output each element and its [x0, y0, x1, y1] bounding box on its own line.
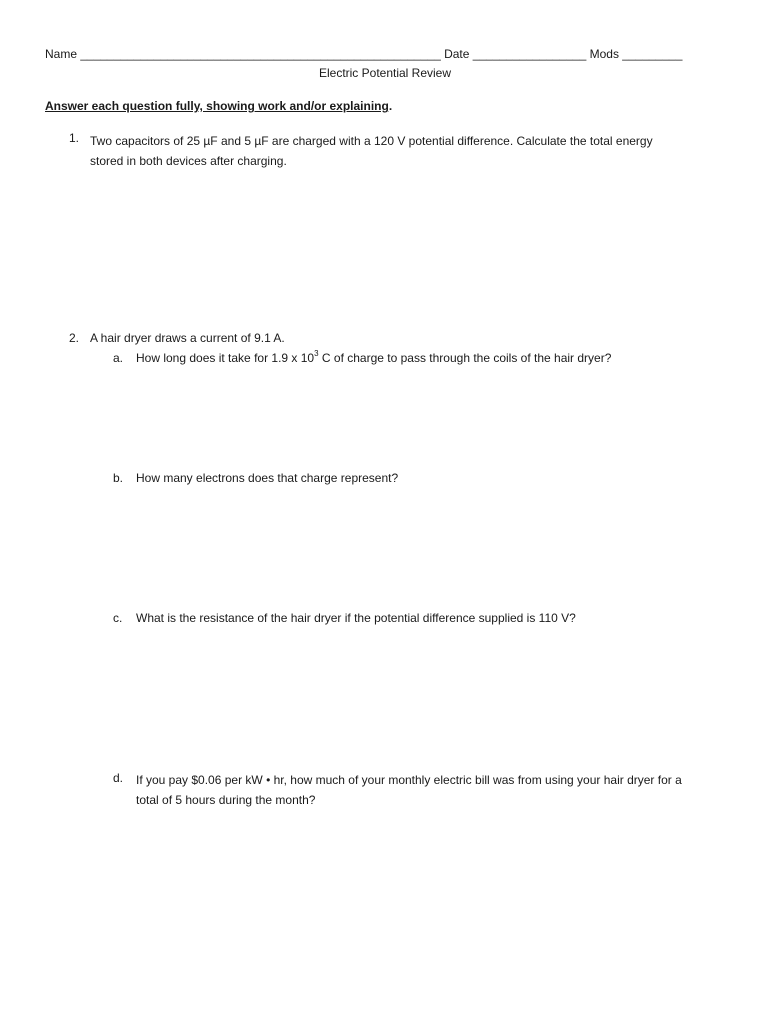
question-2d	[136, 770, 682, 810]
mods-blank[interactable]: _________	[622, 47, 683, 61]
question-2a-exponent: 3	[314, 349, 319, 358]
name-label: Name	[45, 47, 78, 61]
question-2b-text: How many electrons does that charge represent?	[136, 471, 399, 485]
question-2-text: A hair dryer draws a current of 9.1 A.	[90, 331, 285, 345]
question-1-line-2: stored in both devices after charging.	[90, 154, 287, 168]
date-label: Date	[444, 47, 470, 61]
question-2b-letter: b.	[113, 471, 124, 485]
date-blank[interactable]: _________________	[472, 47, 587, 61]
header-line	[45, 47, 682, 61]
instructions-text: Answer each question fully, showing work and/or explaining	[45, 99, 389, 113]
question-1-line-1: Two capacitors of 25 µF and 5 µF are charged with a 120 V potential difference. Calculate the total energy	[90, 134, 653, 148]
question-2-number: 2.	[68, 331, 79, 345]
question-2d-line-1: If you pay $0.06 per kW • hr, how much of your monthly electric bill was from using your hair dryer for a	[136, 773, 682, 787]
instructions	[45, 99, 392, 113]
question-2d-line-2: total of 5 hours during the month?	[136, 793, 316, 807]
question-2a-text-before: How long does it take for 1.9 x 10	[136, 351, 315, 365]
name-blank[interactable]: ______________________________________________________	[80, 47, 441, 61]
question-2a-text-after: C of charge to pass through the coils of the hair dryer?	[318, 351, 612, 365]
mods-label: Mods	[589, 47, 619, 61]
page-title: Electric Potential Review	[318, 66, 452, 80]
question-2a-letter: a.	[113, 351, 124, 365]
question-2c-text: What is the resistance of the hair dryer if the potential difference supplied is 110 V?	[136, 611, 576, 625]
question-1	[90, 131, 653, 171]
question-2d-letter: d.	[113, 771, 124, 785]
question-1-number: 1.	[68, 131, 79, 145]
question-2c-letter: c.	[113, 611, 123, 625]
instructions-period: .	[388, 99, 393, 113]
question-2a	[136, 351, 611, 365]
